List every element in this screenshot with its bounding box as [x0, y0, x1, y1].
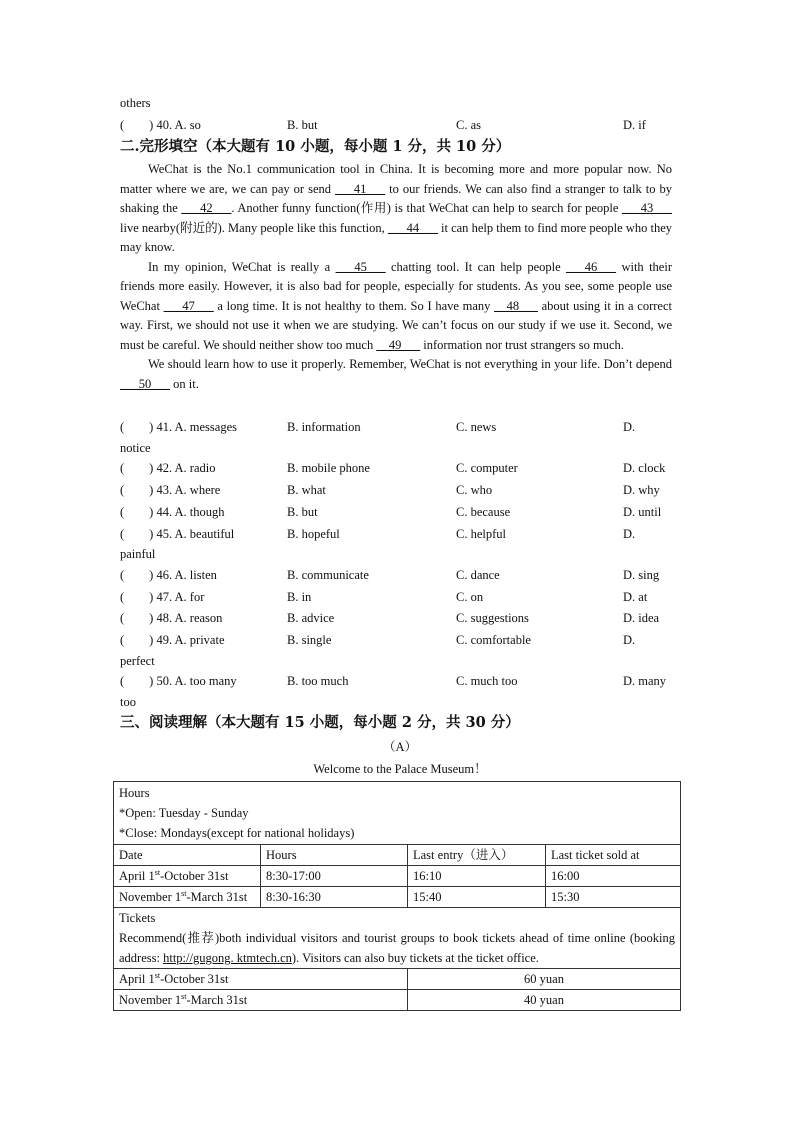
header-last-ticket: Last ticket sold at: [546, 845, 681, 866]
question-stem: ( ) 43. A. where: [120, 483, 221, 497]
booking-link[interactable]: http://gugong. ktmtech.cn: [163, 951, 292, 965]
option-d: D. many: [623, 674, 667, 688]
header-date: Date: [114, 845, 261, 866]
option-b: B. communicate: [287, 568, 369, 582]
question-stem: ( ) 48. A. reason: [120, 611, 223, 625]
question-stem: ( ) 40. A. so: [120, 118, 201, 132]
option-c: C. on: [456, 590, 484, 604]
question-44: [120, 502, 680, 522]
question-43: [120, 480, 680, 500]
option-b: B. what: [287, 483, 326, 497]
option-b: B. but: [287, 505, 318, 519]
price-value: 60 yuan: [408, 969, 681, 990]
question-49: [120, 630, 680, 650]
option-d: D. if: [623, 118, 646, 132]
option-b: B. information: [287, 420, 361, 434]
question-stem: ( ) 44. A. though: [120, 505, 225, 519]
tickets-cell: [114, 908, 681, 969]
table-row: [114, 866, 681, 887]
option-d: D. clock: [623, 461, 666, 475]
blank-43: ___43___: [622, 201, 672, 215]
price-row: [114, 969, 681, 990]
section2-heading: 二.完形填空（本大题有 10 小题，每小题 1 分，共 10 分）: [120, 138, 511, 155]
tickets-text: Recommend(推荐)both individual visitors and tourist groups to book tickets ahead of time online (booking address: http://gugong. ktmtech.cn). Visitors can also buy tickets at the ticket office.: [119, 931, 675, 965]
option-d-wrap: too: [120, 695, 136, 709]
blank-41: ___41___: [335, 181, 386, 196]
blank-50: ___50___: [120, 376, 170, 391]
hours-cell: [114, 782, 681, 845]
question-41: [120, 417, 680, 437]
paragraph-3: We should learn how to use it properly. Remember, WeChat is not everything in your life. Don’t depend ___50___ on it.: [120, 357, 672, 391]
blank-42: ___42___: [181, 201, 232, 215]
carry-text: others: [120, 96, 151, 110]
option-d-wrap: perfect: [120, 654, 155, 668]
option-d: D.: [623, 420, 636, 434]
question-stem: ( ) 45. A. beautiful: [120, 527, 235, 541]
entry-value: 15:40: [408, 887, 546, 908]
option-c: C. suggestions: [456, 611, 529, 625]
open-days: *Open: Tuesday - Sunday: [119, 806, 249, 820]
option-d-wrap: painful: [120, 547, 156, 561]
question-45: [120, 524, 680, 544]
question-stem: ( ) 41. A. messages: [120, 420, 237, 434]
passage-title: Welcome to the Palace Museum！: [313, 762, 487, 776]
hours-value: 8:30-17:00: [261, 866, 408, 887]
option-d: D.: [623, 633, 636, 647]
price-value: 40 yuan: [408, 990, 681, 1011]
question-46: [120, 565, 680, 585]
hours-value: 8:30-16:30: [261, 887, 408, 908]
blank-49: __49___: [376, 337, 421, 352]
date-cell: April 1st-October 31st: [114, 969, 408, 990]
cloze-passage: [120, 160, 672, 394]
part-label: （A）: [382, 740, 418, 754]
close-days: *Close: Mondays(except for national holidays): [119, 826, 355, 840]
option-d: D.: [623, 527, 636, 541]
option-b: B. hopeful: [287, 527, 340, 541]
question-stem: ( ) 42. A. radio: [120, 461, 216, 475]
option-c: C. who: [456, 483, 493, 497]
option-d: D. why: [623, 483, 660, 497]
question-48: [120, 608, 680, 628]
option-c: C. because: [456, 505, 511, 519]
option-c: C. dance: [456, 568, 500, 582]
blank-44: ___44___: [387, 220, 438, 235]
option-c: C. much too: [456, 674, 518, 688]
price-row: [114, 990, 681, 1011]
option-b: B. mobile phone: [287, 461, 370, 475]
option-b: B. in: [287, 590, 312, 604]
entry-value: 16:10: [408, 866, 546, 887]
question-stem: ( ) 46. A. listen: [120, 568, 217, 582]
option-c: C. computer: [456, 461, 518, 475]
blank-48: __48___: [494, 298, 538, 313]
question-stem: ( ) 47. A. for: [120, 590, 205, 604]
question-40: [120, 115, 680, 135]
date-cell: November 1st-March 31st: [114, 990, 408, 1011]
option-d: D. at: [623, 590, 648, 604]
option-b: B. but: [287, 118, 318, 132]
blank-46: ___46___: [566, 259, 617, 274]
blank-45: ___45___: [335, 259, 386, 274]
table-row: [114, 887, 681, 908]
hours-label: Hours: [119, 786, 150, 800]
question-42: [120, 458, 680, 478]
option-d-wrap: notice: [120, 441, 151, 455]
question-47: [120, 587, 680, 607]
ticket-value: 15:30: [546, 887, 681, 908]
paragraph-1: WeChat is the No.1 communication tool in China. It is becoming more and more popular now. No matter where we are, we can pay or send ___41___ to our friends. We can also find a stranger to talk to by shaking the ___42___. Another funny function(作用) is that WeChat can help to search for people ___43___ live nearby(附近的). Many people like this function, ___44___ it can help them to find more people who they may know.: [120, 162, 672, 254]
date-cell: April 1st-October 31st: [114, 866, 261, 887]
museum-info-table: [113, 781, 681, 1011]
section3-heading: 三、阅读理解（本大题有 15 小题，每小题 2 分，共 30 分）: [120, 714, 520, 731]
option-b: B. single: [287, 633, 332, 647]
option-c: C. as: [456, 118, 481, 132]
blank-47: ___47___: [163, 298, 214, 313]
option-d: D. until: [623, 505, 662, 519]
date-cell: November 1st-March 31st: [114, 887, 261, 908]
option-c: C. comfortable: [456, 633, 531, 647]
table-header-row: [114, 845, 681, 866]
question-50: [120, 671, 680, 691]
option-d: D. sing: [623, 568, 660, 582]
header-hours: Hours: [261, 845, 408, 866]
ticket-value: 16:00: [546, 866, 681, 887]
tickets-label: Tickets: [119, 911, 156, 925]
option-d: D. idea: [623, 611, 660, 625]
option-c: C. helpful: [456, 527, 506, 541]
option-b: B. advice: [287, 611, 335, 625]
question-stem: ( ) 50. A. too many: [120, 674, 237, 688]
option-c: C. news: [456, 420, 497, 434]
paragraph-2: In my opinion, WeChat is really a ___45___ chatting tool. It can help people ___46___ with their friends more easily. However, it is also bad for people, especially for students. As you see, some people use WeChat ___47___ a long time. It is not healthy to them. So I have many __48___ about using it in a correct way. First, we should not use it when we are studying. We can’t focus on our study if we use it. Second, we must be careful. We should neither show too much __49___ information nor trust strangers so much.: [120, 259, 672, 352]
option-b: B. too much: [287, 674, 349, 688]
question-stem: ( ) 49. A. private: [120, 633, 225, 647]
header-last-entry: Last entry（进入）: [408, 845, 546, 866]
